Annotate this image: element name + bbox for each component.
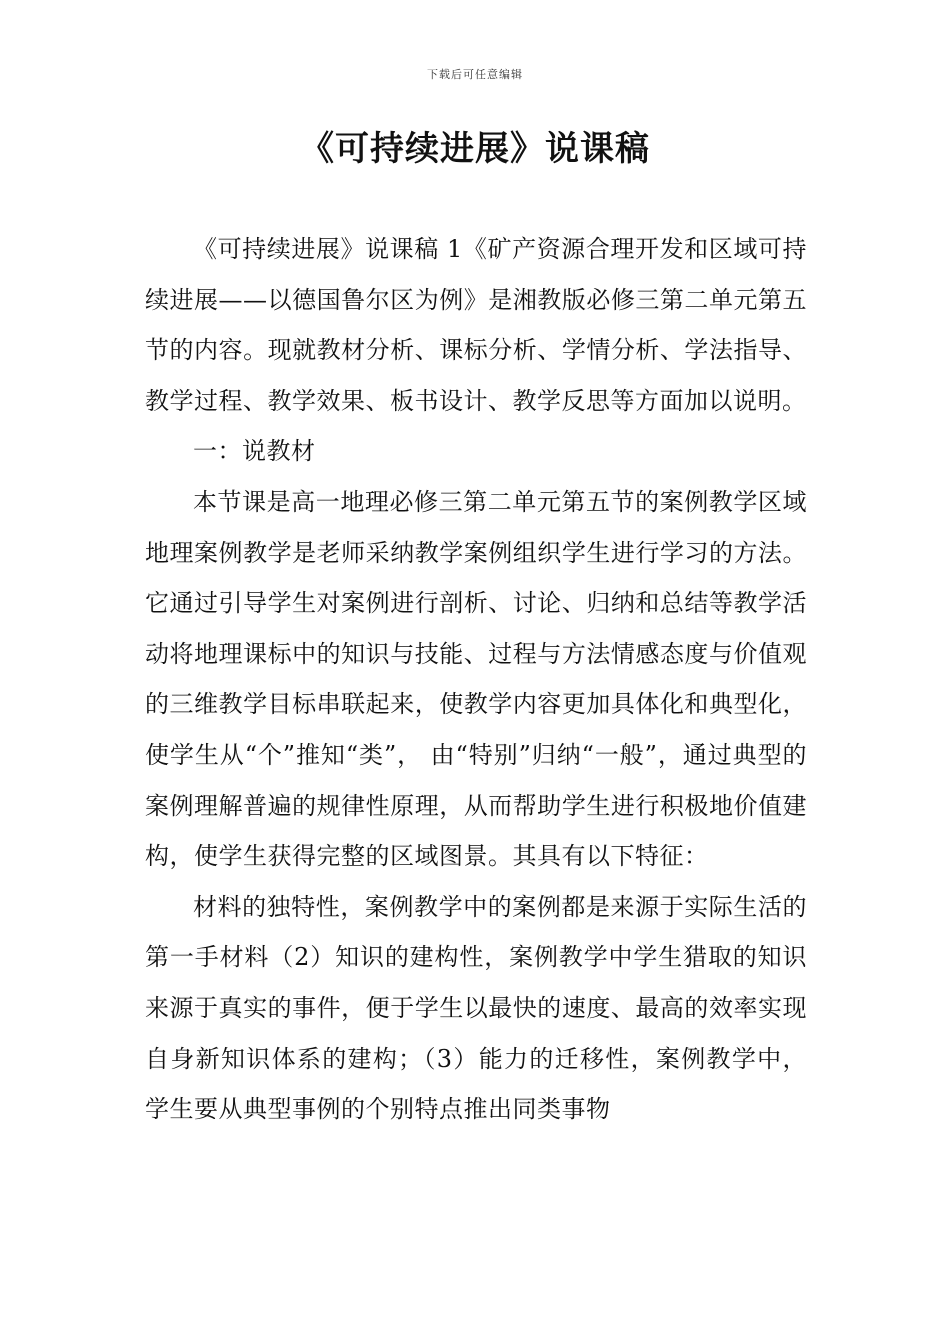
header-note: 下载后可任意编辑 bbox=[427, 68, 523, 81]
paragraph-features: 材料的独特性，案例教学中的案例都是来源于实际生活的第一手材料（2）知识的建构性，案例教学中学生猎取的知识来源于真实的事件，便于学生以最快的速度、最高的效率实现自身新知识体系的建构；（3）能力的迁移性，案例教学中，学生要从典型事例的个别特点推出同类事物 bbox=[145, 892, 807, 1124]
section-heading: 一：说教材 bbox=[193, 437, 316, 466]
document-body bbox=[145, 224, 807, 1135]
page-title: 《可持续进展》说课稿 bbox=[300, 129, 650, 169]
paragraph-lesson-description: 本节课是高一地理必修三第二单元第五节的案例教学区域地理案例教学是老师采纳教学案例组织学生进行学习的方法。它通过引导学生对案例进行剖析、讨论、归纳和总结等教学活动将地理课标中的知识与技能、过程与方法情感态度与价值观的三维教学目标串联起来，使教学内容更加具体化和典型化，使学生从“个”推知“类”， 由“特别”归纳“一般”，通过典型的案例理解普遍的规律性原理，从而帮助学生进行积极地价值建构，使学生获得完整的区域图景。其具有以下特征： bbox=[145, 487, 807, 871]
paragraph-intro: 《可持续进展》说课稿 1《矿产资源合理开发和区域可持续进展——以德国鲁尔区为例》是湘教版必修三第二单元第五节的内容。现就教材分析、课标分析、学情分析、学法指导、教学过程、教学效果、板书设计、教学反思等方面加以说明。 bbox=[145, 235, 807, 415]
